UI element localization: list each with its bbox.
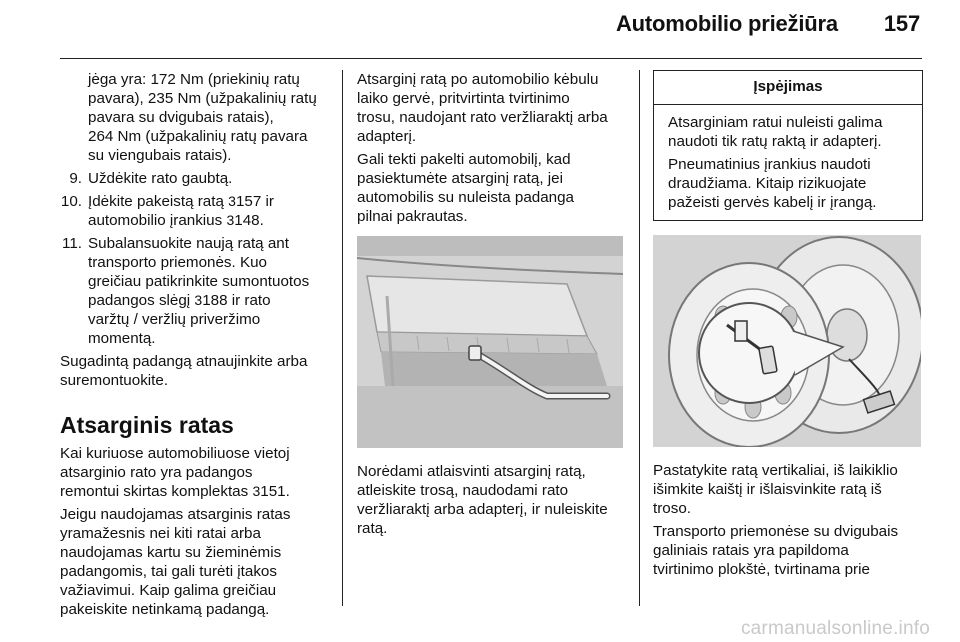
column-left bbox=[60, 70, 332, 623]
page-header bbox=[615, 11, 920, 36]
page-ref[interactable]: 148 bbox=[234, 212, 260, 229]
upright-wheel-paragraph: Pastatykite ratą vertikaliai, iš laikiklio išimkite kaištį ir išlaisvinkite ratą iš troso. bbox=[653, 462, 898, 517]
step-text: Įdėkite pakeistą ratą 3157 ir automobilio įrankius 3148. bbox=[88, 193, 274, 229]
page-ref-icon[interactable]: 3 bbox=[194, 292, 203, 308]
warning-text: Atsarginiam ratui nuleisti galima naudoti tik ratų raktą ir adapterį. bbox=[668, 114, 883, 150]
page-ref-icon[interactable]: 3 bbox=[226, 212, 235, 228]
warning-box bbox=[653, 70, 923, 221]
torque-continuation: jėga yra: 172 Nm (priekinių ratų pavara), 235 Nm (užpakalinių ratų pavara su dvigubais ratais), 264 Nm (užpakalinių ratų pavara su viengubais ratais). bbox=[88, 71, 317, 164]
column-middle bbox=[357, 70, 625, 542]
step-number: 9. bbox=[69, 170, 82, 187]
step-number: 11. bbox=[62, 235, 82, 252]
step-11 bbox=[60, 234, 332, 348]
column-divider bbox=[342, 70, 343, 606]
step-text: Uždėkite rato gaubtą. bbox=[88, 170, 233, 187]
warning-title: Įspėjimas bbox=[654, 71, 922, 105]
column-divider bbox=[639, 70, 640, 606]
spare-wheel-paragraph: Kai kuriuose automobiliuose vietoj atsarginio rato yra padangos remontui skirtas komplektas 3151. bbox=[60, 445, 290, 500]
warning-text: Pneumatinius įrankius naudoti draudžiama. Kitaip rizikuojate pažeisti gervės kabelį ir įrangą. bbox=[668, 156, 877, 211]
lift-vehicle-paragraph: Gali tekti pakelti automobilį, kad pasiektumėte atsarginį ratą, jei automobilis su nuleista padanga pilnai pakrautas. bbox=[357, 151, 574, 225]
header-divider bbox=[60, 58, 922, 59]
page-ref[interactable]: 157 bbox=[235, 193, 262, 210]
page-ref[interactable]: 188 bbox=[202, 292, 228, 309]
page-ref[interactable]: 151 bbox=[260, 483, 286, 500]
page-title: Automobilio priežiūra bbox=[615, 11, 838, 36]
page-number: 157 bbox=[883, 11, 920, 36]
step-number: 10. bbox=[60, 193, 82, 210]
spare-wheel-cable-illustration bbox=[653, 235, 921, 447]
section-title: Atsarginis ratas bbox=[60, 412, 234, 438]
step-10 bbox=[60, 192, 332, 230]
step-text: Subalansuokite naują ratą ant transporto priemonės. Kuo greičiau patikrinkite sumontuotos padangos slėgį 3188 ir rato varžtų / veržlių priveržimo momentą. bbox=[88, 235, 310, 347]
dual-wheels-paragraph: Transporto priemonėse su dvigubais galiniais ratais yra papildoma tvirtinimo plokštė, tvirtinama prie bbox=[653, 523, 899, 578]
page-ref-icon[interactable]: 3 bbox=[228, 193, 236, 209]
damaged-tyre-paragraph: Sugadintą padangą atnaujinkite arba suremontuokite. bbox=[60, 353, 308, 389]
release-wheel-paragraph: Norėdami atlaisvinti atsarginį ratą, atleiskite trosą, naudodami rato veržliaraktį arba adapterį, ir nuleiskite ratą. bbox=[357, 463, 608, 537]
wrench-under-vehicle-illustration bbox=[357, 236, 623, 448]
page-ref-icon[interactable]: 3 bbox=[252, 483, 261, 499]
smaller-spare-paragraph: Jeigu naudojamas atsarginis ratas yramažesnis nei kiti ratai arba naudojamas kartu su žieminėmis padangomis, tai gali turėti įtakos važiavimui. Kaip galima greičiau pakeiskite netinkamą padangą. bbox=[60, 506, 291, 618]
column-right bbox=[653, 70, 923, 583]
watermark: carmanualsonline.info bbox=[740, 618, 930, 639]
winch-paragraph: Atsarginį ratą po automobilio kėbulu laiko gervė, pritvirtinta tvirtinimo trosu, naudojant rato veržliaraktį arba adapterį. bbox=[357, 71, 608, 145]
step-9 bbox=[60, 169, 332, 188]
